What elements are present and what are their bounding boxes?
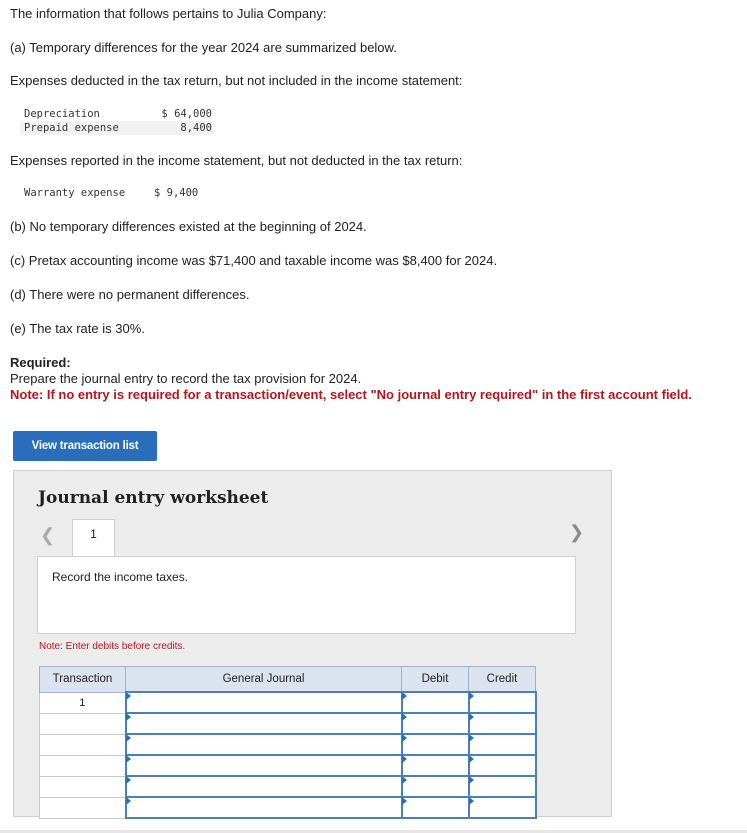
warranty-row	[24, 187, 199, 199]
debit-input[interactable]	[402, 797, 469, 818]
table-row	[40, 755, 536, 776]
credit-input[interactable]	[469, 797, 536, 818]
table-row	[20, 121, 214, 135]
view-transaction-list-button[interactable]: View transaction list	[13, 431, 157, 461]
reported-heading: Expenses reported in the income statement, but not deducted in the tax return:	[10, 153, 463, 168]
account-select[interactable]	[126, 797, 402, 818]
credit-input[interactable]	[469, 734, 536, 755]
credit-input[interactable]	[469, 713, 536, 734]
transaction-cell: 1	[40, 692, 126, 713]
transaction-header: Transaction	[40, 667, 126, 693]
tab-1[interactable]: 1	[72, 519, 115, 556]
credit-input[interactable]	[469, 755, 536, 776]
chevron-left-icon[interactable]: ❮	[40, 525, 56, 545]
table-row	[40, 734, 536, 755]
transaction-cell	[40, 776, 126, 797]
worksheet-title: Journal entry worksheet	[38, 488, 269, 508]
item-e-text: (e) The tax rate is 30%.	[10, 321, 145, 336]
account-select[interactable]	[126, 713, 402, 734]
depreciation-value: $ 64,000	[161, 108, 212, 120]
table-row	[40, 797, 536, 818]
transaction-cell	[40, 797, 126, 818]
table-row	[40, 692, 536, 713]
journal-table	[39, 666, 537, 819]
deducted-heading: Expenses deducted in the tax return, but not included in the income statement:	[10, 73, 463, 88]
prepaid-value: 8,400	[180, 122, 212, 134]
required-heading: Required:	[10, 355, 71, 370]
debits-note: Note: Enter debits before credits.	[39, 641, 186, 652]
item-b-text: (b) No temporary differences existed at the beginning of 2024.	[10, 219, 367, 234]
chevron-right-icon[interactable]: ❯	[569, 522, 585, 542]
account-select[interactable]	[126, 692, 402, 713]
account-select[interactable]	[126, 734, 402, 755]
account-select[interactable]	[126, 755, 402, 776]
debit-input[interactable]	[402, 692, 469, 713]
debit-input[interactable]	[402, 776, 469, 797]
general-journal-header: General Journal	[126, 667, 402, 693]
debit-input[interactable]	[402, 734, 469, 755]
prepaid-label: Prepaid expense	[24, 122, 119, 134]
item-d-text: (d) There were no permanent differences.	[10, 287, 250, 302]
warranty-value: $ 9,400	[154, 187, 199, 199]
account-select[interactable]	[126, 776, 402, 797]
deducted-table	[20, 107, 214, 135]
required-text: Prepare the journal entry to record the tax provision for 2024.	[10, 371, 362, 386]
transaction-cell	[40, 734, 126, 755]
debit-header: Debit	[402, 667, 469, 693]
description-box	[37, 556, 576, 634]
table-row	[40, 776, 536, 797]
intro-text: The information that follows pertains to Julia Company:	[10, 6, 327, 21]
credit-input[interactable]	[469, 692, 536, 713]
table-row	[40, 713, 536, 734]
debit-input[interactable]	[402, 713, 469, 734]
credit-input[interactable]	[469, 776, 536, 797]
item-c-text: (c) Pretax accounting income was $71,400 and taxable income was $8,400 for 2024.	[10, 253, 498, 268]
debit-input[interactable]	[402, 755, 469, 776]
entry-description: Record the income taxes.	[52, 570, 189, 584]
table-row	[20, 107, 214, 121]
transaction-cell	[40, 713, 126, 734]
credit-header: Credit	[469, 667, 536, 693]
required-note: Note: If no entry is required for a transaction/event, select "No journal entry required" in the first account field.	[10, 387, 692, 402]
item-a-text: (a) Temporary differences for the year 2024 are summarized below.	[10, 40, 397, 55]
transaction-cell	[40, 755, 126, 776]
depreciation-label: Depreciation	[24, 108, 100, 120]
warranty-label: Warranty expense	[24, 187, 126, 199]
